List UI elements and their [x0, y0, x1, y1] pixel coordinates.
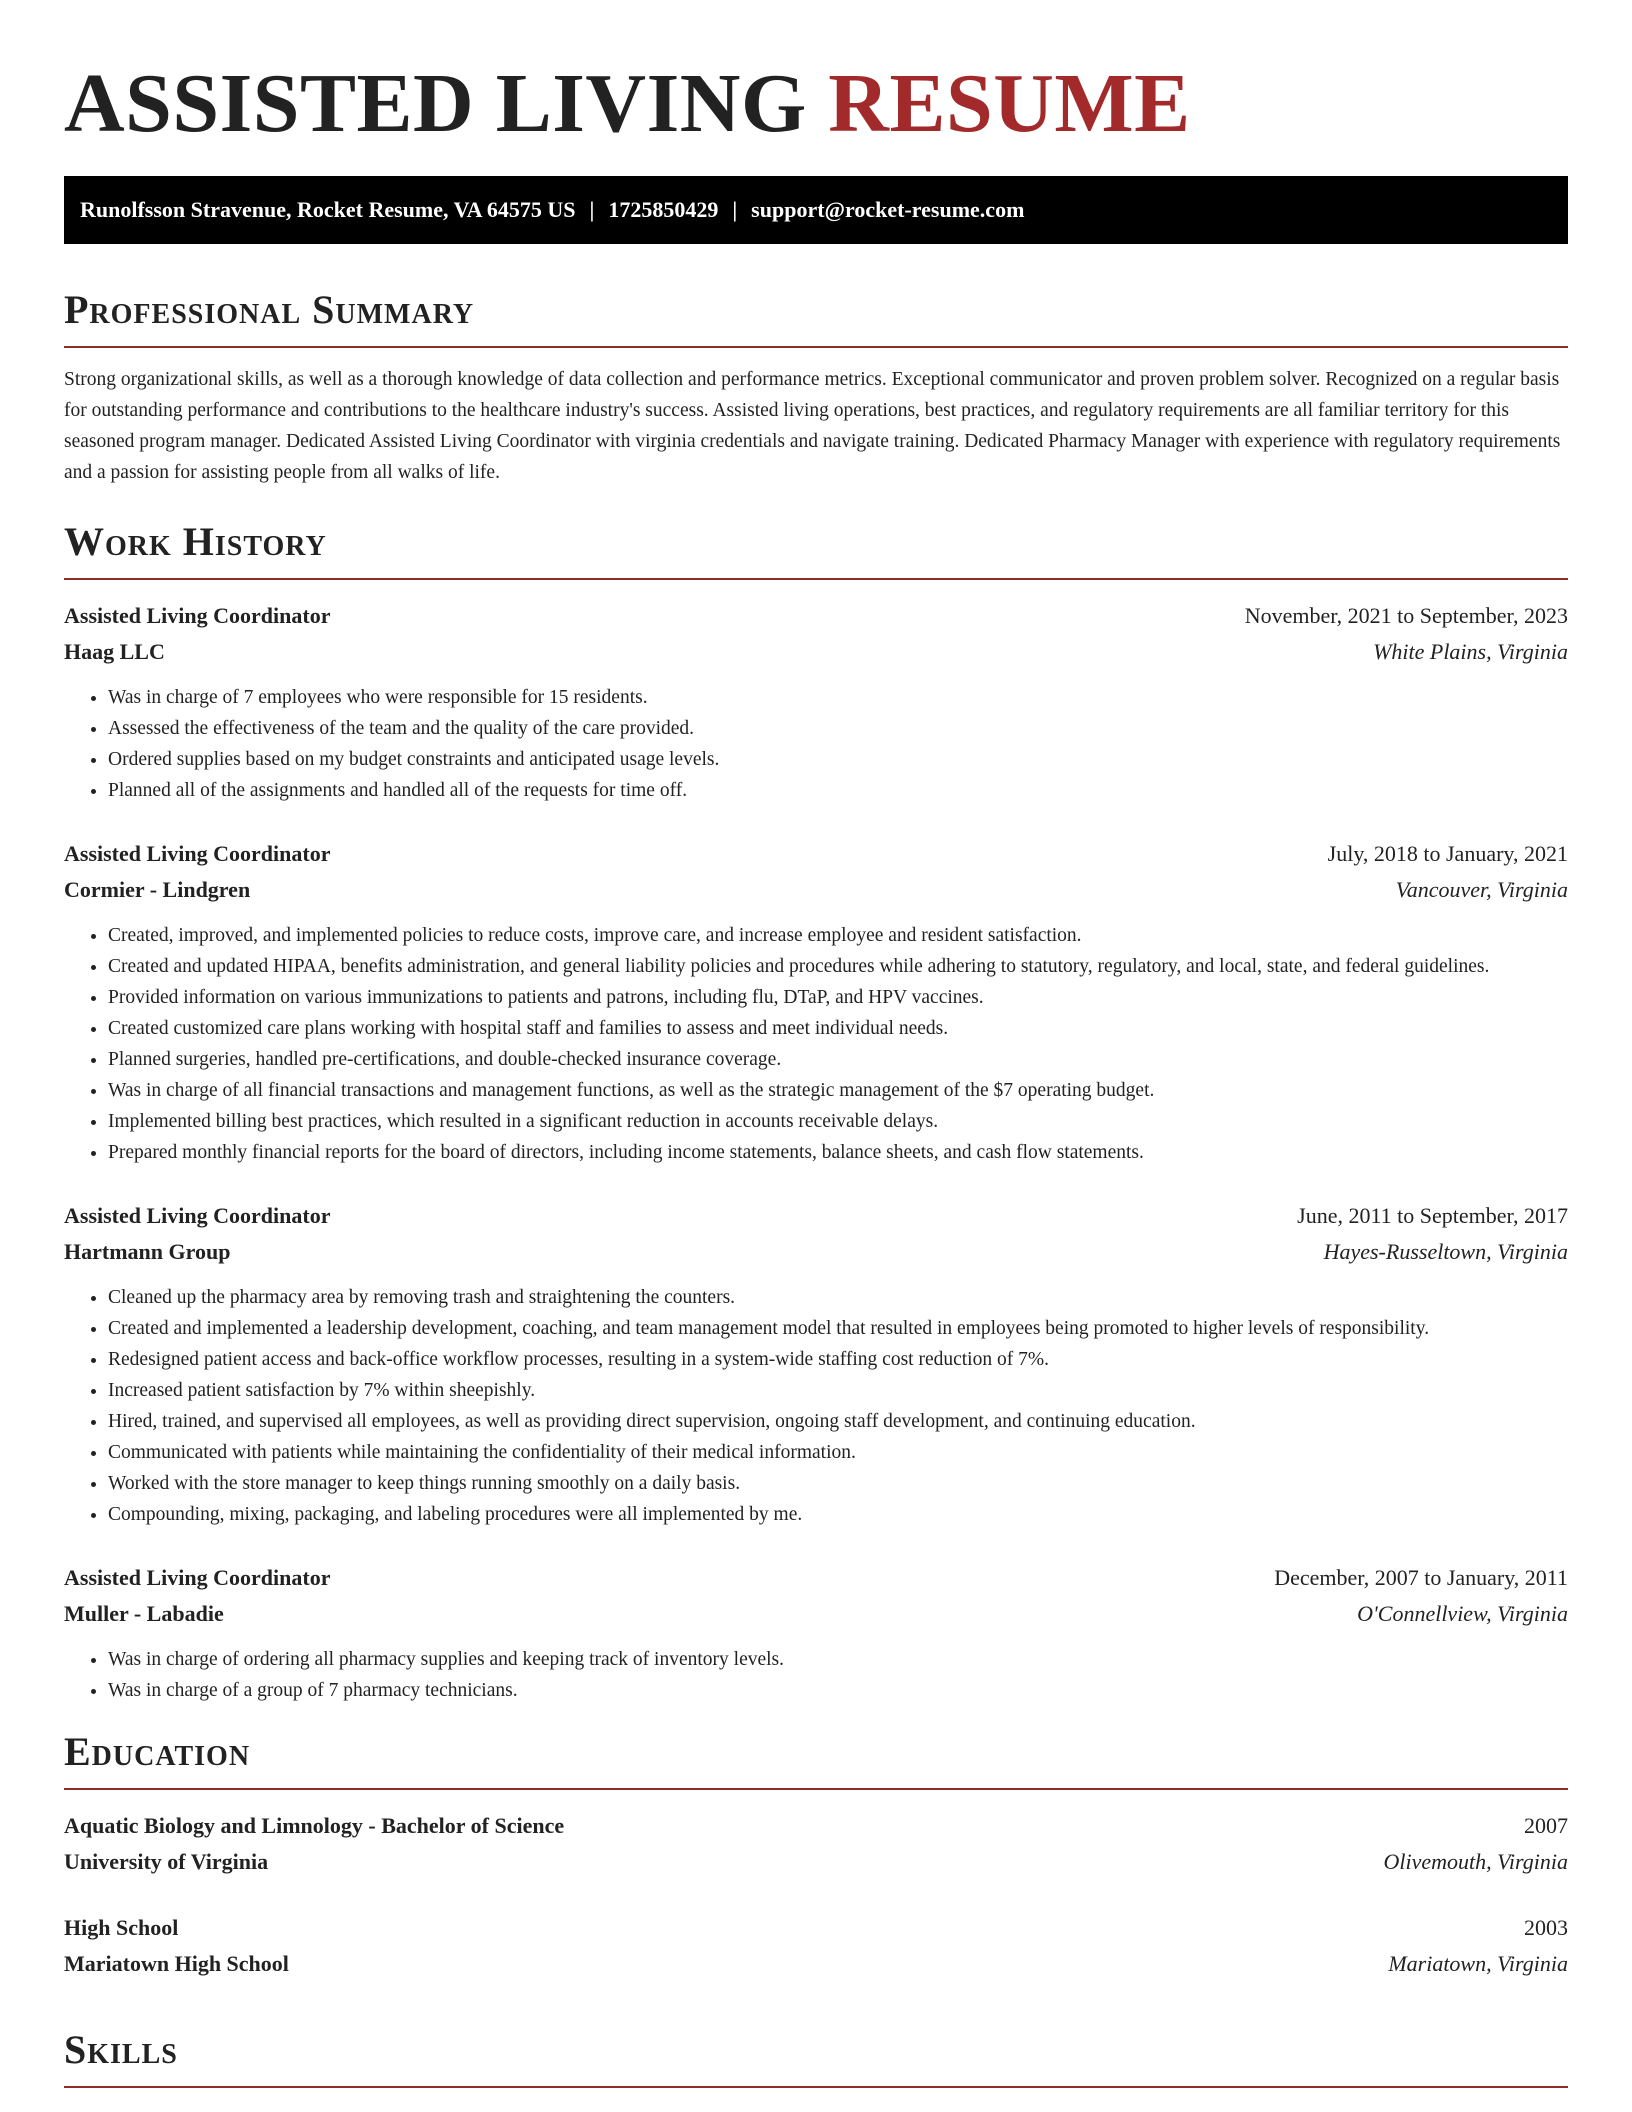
job-bullet: • Implemented billing best practices, which resulted in a significant reduction in accounts receivable delays.: [108, 1106, 1568, 1137]
job-bullets: [64, 920, 1568, 1168]
education-entry: [64, 1910, 1568, 1982]
contact-address: Runolfsson Stravenue, Rocket Resume, VA 64575 US: [80, 197, 576, 222]
job-dates: November, 2021 to September, 2023: [1244, 603, 1568, 628]
job-bullet: • Hired, trained, and supervised all employees, as well as providing direct supervision, ongoing staff development, and continuing education.: [108, 1406, 1568, 1437]
contact-phone: 1725850429: [608, 197, 719, 222]
education-entry: [64, 1808, 1568, 1880]
job-bullet: • Assessed the effectiveness of the team and the quality of the care provided.: [108, 713, 1568, 744]
education-location: Olivemouth, Virginia: [1383, 1849, 1568, 1874]
job-dates: June, 2011 to September, 2017: [1297, 1203, 1568, 1228]
job-bullet: • Was in charge of all financial transactions and management functions, as well as the strategic management of the $7 operating budget.: [108, 1075, 1568, 1106]
job-title: Assisted Living Coordinator: [64, 1565, 331, 1590]
job-bullet: • Provided information on various immunizations to patients and patrons, including flu, DTaP, and HPV vaccines.: [108, 982, 1568, 1013]
job-company-row: [64, 872, 1568, 908]
education-degree: High School: [64, 1915, 179, 1940]
job-title: Assisted Living Coordinator: [64, 841, 331, 866]
contact-separator: |: [589, 197, 595, 222]
job-bullet: • Worked with the store manager to keep things running smoothly on a daily basis.: [108, 1468, 1568, 1499]
job-bullet: • Was in charge of a group of 7 pharmacy technicians.: [108, 1675, 1568, 1706]
job-bullet: • Created customized care plans working with hospital staff and families to assess and meet individual needs.: [108, 1013, 1568, 1044]
job-company: Haag LLC: [64, 639, 165, 664]
job-location: O'Connellview, Virginia: [1357, 1601, 1568, 1626]
education-school: University of Virginia: [64, 1849, 269, 1874]
summary-text: Strong organizational skills, as well as a thorough knowledge of data collection and performance metrics. Exceptional communicator and proven problem solver. Recognized on a regular basis for outstanding performance and contributions to the healthcare industry's success. Assisted living operations, best practices, and regulatory requirements are all familiar territory for this seasoned program manager. Dedicated Assisted Living Coordinator with virginia credentials and navigate training. Dedicated Pharmacy Manager with experience with regulatory requirements and a passion for assisting people from all walks of life.: [64, 369, 1561, 483]
job-bullet: • Redesigned patient access and back-office workflow processes, resulting in a system-wide staffing cost reduction of 7%.: [108, 1344, 1568, 1375]
contact-separator: |: [732, 197, 738, 222]
job-bullet: • Created and updated HIPAA, benefits administration, and general liability policies and procedures while adhering to statutory, regulatory, and local, state, and federal guidelines.: [108, 951, 1568, 982]
job-bullet: • Prepared monthly financial reports for the board of directors, including income statements, balance sheets, and cash flow statements.: [108, 1137, 1568, 1168]
job-dates: July, 2018 to January, 2021: [1327, 841, 1568, 866]
job-header-row: [64, 836, 1568, 872]
work-history-heading: Work History: [64, 518, 1568, 580]
job-location: Vancouver, Virginia: [1395, 877, 1568, 902]
job-header-row: [64, 1560, 1568, 1596]
contact-email: support@rocket-resume.com: [751, 197, 1025, 222]
skills-heading: Skills: [64, 2026, 1568, 2088]
job-bullet: • Created, improved, and implemented policies to reduce costs, improve care, and increase employee and resident satisfaction.: [108, 920, 1568, 951]
job-bullet: • Compounding, mixing, packaging, and labeling procedures were all implemented by me.: [108, 1499, 1568, 1530]
education-degree-row: [64, 1808, 1568, 1844]
title-main: ASSISTED LIVING: [64, 57, 807, 150]
education-location: Mariatown, Virginia: [1388, 1951, 1568, 1976]
job-location: White Plains, Virginia: [1373, 639, 1568, 664]
education-section: [64, 1728, 1568, 1982]
job-company: Cormier - Lindgren: [64, 877, 251, 902]
job-bullet: • Planned all of the assignments and handled all of the requests for time off.: [108, 775, 1568, 806]
job-company: Hartmann Group: [64, 1239, 231, 1264]
job-bullet: • Planned surgeries, handled pre-certifications, and double-checked insurance coverage.: [108, 1044, 1568, 1075]
education-school: Mariatown High School: [64, 1951, 289, 1976]
job-dates: December, 2007 to January, 2011: [1274, 1565, 1568, 1590]
skills-section: [64, 2026, 1568, 2088]
job-bullet: • Was in charge of ordering all pharmacy supplies and keeping track of inventory levels.: [108, 1644, 1568, 1675]
education-year: 2003: [1524, 1915, 1568, 1940]
job-title: Assisted Living Coordinator: [64, 603, 331, 628]
professional-summary-section: [64, 286, 1568, 488]
job-header-row: [64, 1198, 1568, 1234]
job-entry: [64, 598, 1568, 806]
education-heading: Education: [64, 1728, 1568, 1790]
job-company-row: [64, 1596, 1568, 1632]
job-entry: [64, 1560, 1568, 1706]
job-bullet: • Was in charge of 7 employees who were responsible for 15 residents.: [108, 682, 1568, 713]
job-bullet: • Cleaned up the pharmacy area by removing trash and straightening the counters.: [108, 1282, 1568, 1313]
job-bullets: [64, 682, 1568, 806]
work-history-section: [64, 518, 1568, 1706]
job-header-row: [64, 598, 1568, 634]
job-location: Hayes-Russeltown, Virginia: [1323, 1239, 1568, 1264]
education-degree-row: [64, 1910, 1568, 1946]
education-school-row: [64, 1946, 1568, 1982]
job-company-row: [64, 634, 1568, 670]
job-title: Assisted Living Coordinator: [64, 1203, 331, 1228]
job-bullet: • Communicated with patients while maintaining the confidentiality of their medical information.: [108, 1437, 1568, 1468]
job-company-row: [64, 1234, 1568, 1270]
job-bullets: [64, 1282, 1568, 1530]
contact-bar: [64, 176, 1568, 244]
job-entry: [64, 836, 1568, 1168]
job-bullet: • Ordered supplies based on my budget constraints and anticipated usage levels.: [108, 744, 1568, 775]
job-bullets: [64, 1644, 1568, 1706]
job-bullet: • Created and implemented a leadership development, coaching, and team management model that resulted in employees being promoted to higher levels of responsibility.: [108, 1313, 1568, 1344]
title-accent: RESUME: [828, 57, 1191, 150]
job-entry: [64, 1198, 1568, 1530]
job-company: Muller - Labadie: [64, 1601, 224, 1626]
education-year: 2007: [1524, 1813, 1568, 1838]
summary-heading: Professional Summary: [64, 286, 1568, 348]
education-degree: Aquatic Biology and Limnology - Bachelor of Science: [64, 1813, 565, 1838]
education-school-row: [64, 1844, 1568, 1880]
job-bullet: • Increased patient satisfaction by 7% within sheepishly.: [108, 1375, 1568, 1406]
resume-title: [64, 56, 1568, 152]
resume-page: [64, 0, 1568, 2088]
